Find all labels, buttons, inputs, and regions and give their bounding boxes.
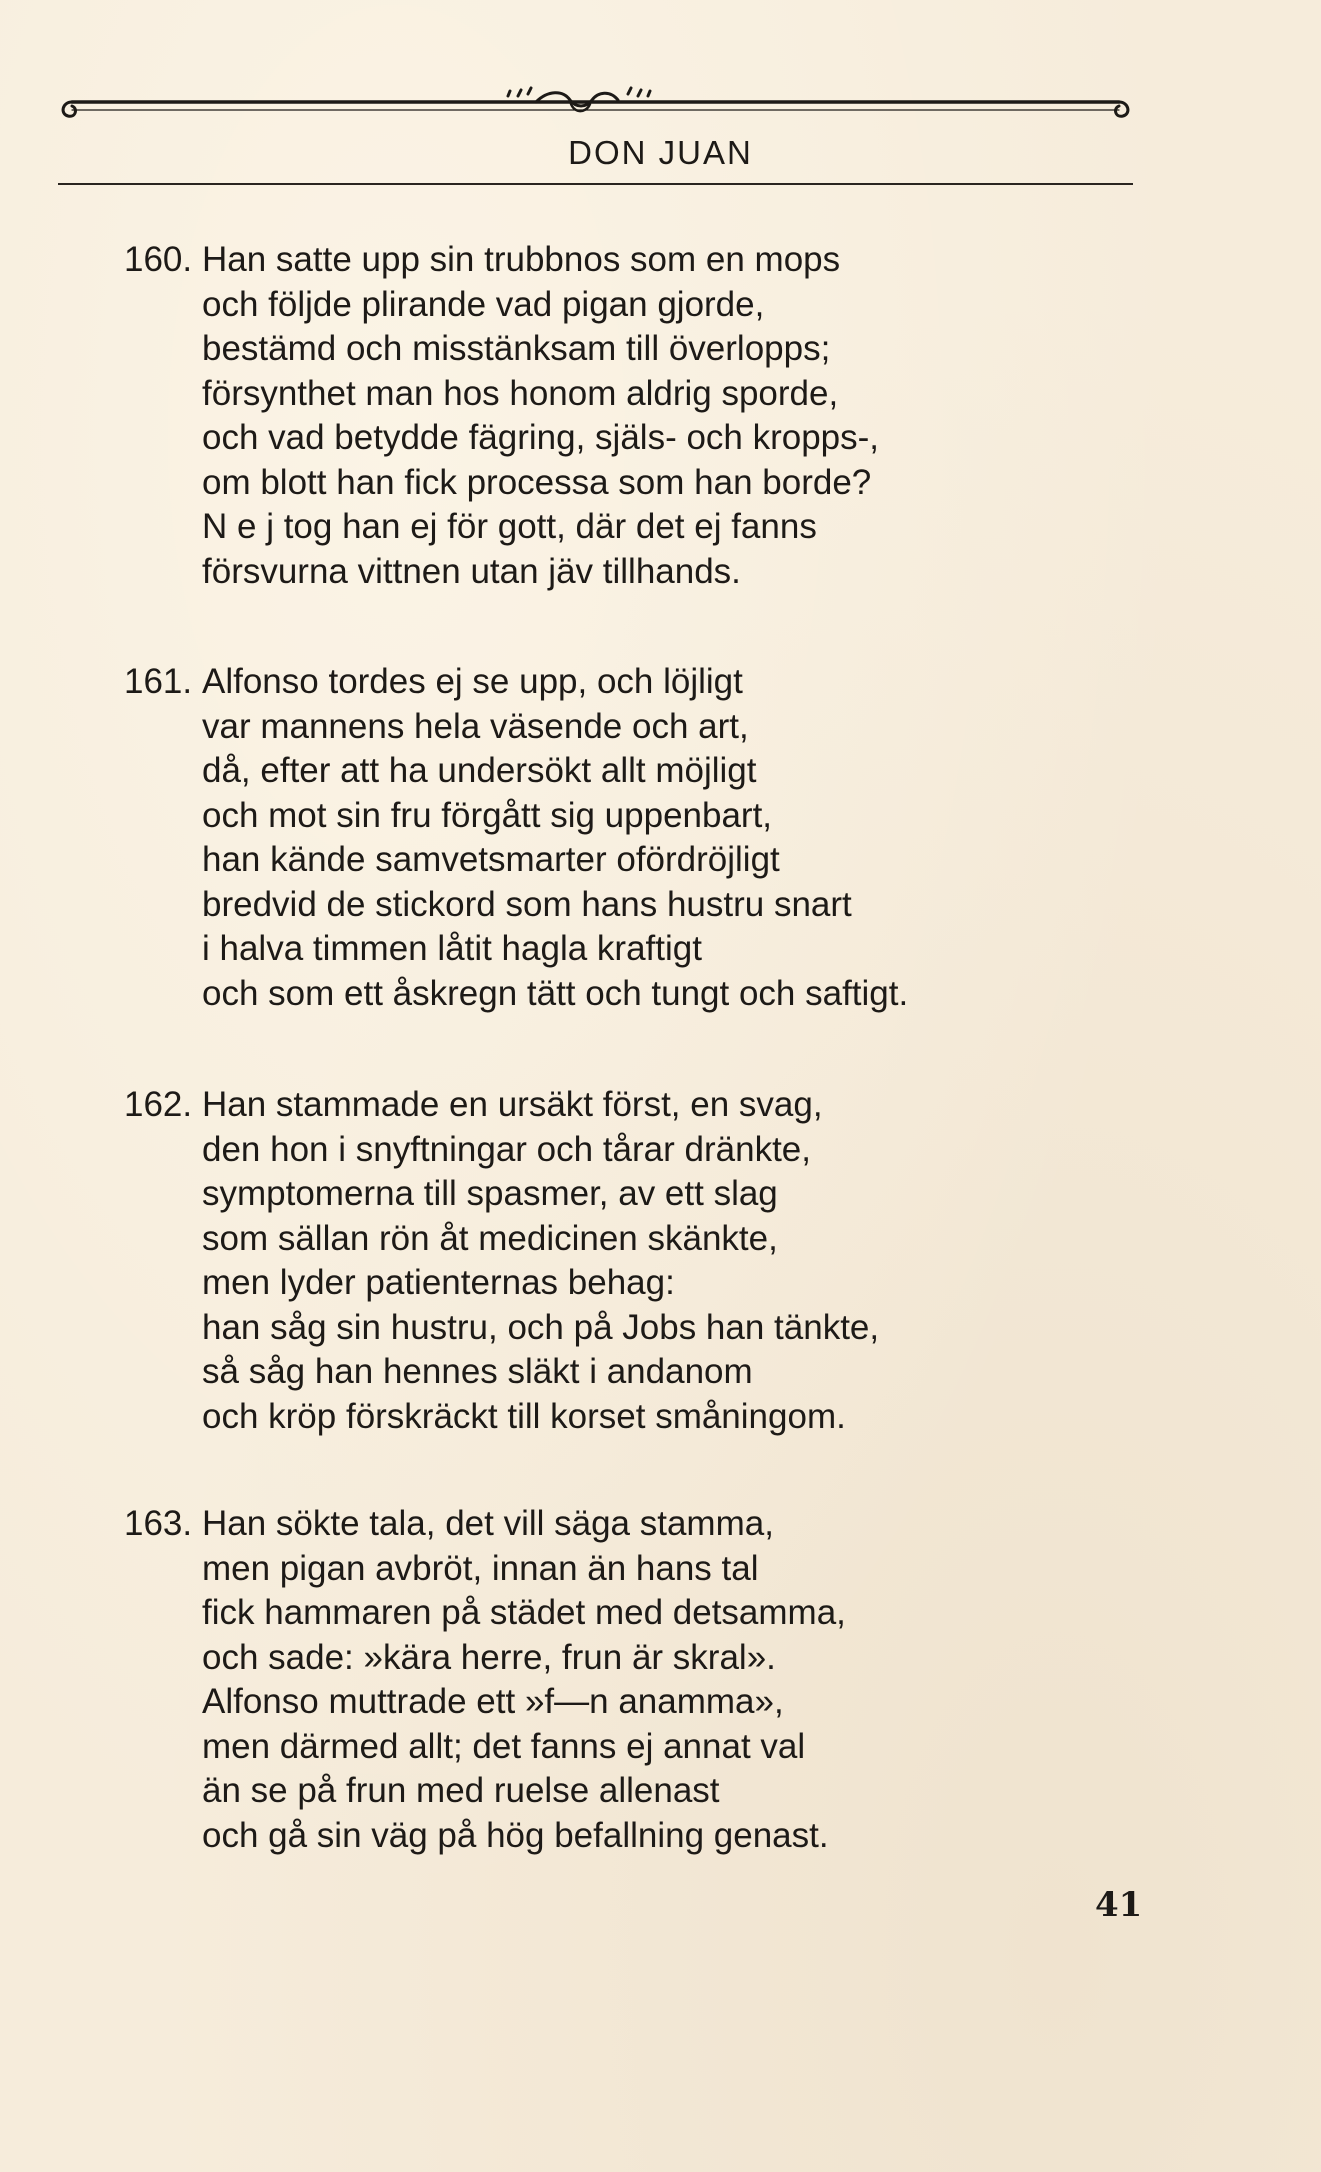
verse-line: Alfonso muttrade ett »f—n anamma», [202,1682,784,1721]
stanza-number: 162. [124,1085,193,1124]
stanza-number: 161. [124,662,193,701]
verse-line: bestämd och misstänksam till överlopps; [202,329,831,368]
verse-line: men lyder patienternas behag: [202,1263,675,1302]
verse-line: så såg han hennes släkt i andanom [202,1352,753,1391]
verse-line: och mot sin fru förgått sig uppenbart, [202,795,773,835]
verse-line: och gå sin väg på hög befallning genast. [202,1815,829,1855]
verse-line: Han satte upp sin trubbnos som en mops [202,240,841,279]
verse-line: och sade: »kära herre, frun är skral». [202,1637,776,1677]
stanza-number: 163. [124,1504,193,1543]
verse-line: försvurna vittnen utan jäv tillhands. [202,551,741,591]
verse-line: i halva timmen låtit hagla kraftigt [202,929,702,968]
verse-line: och som ett åskregn tätt och tungt och saftigt. [202,973,909,1013]
verse-line: symptomerna till spasmer, av ett slag [202,1174,778,1213]
verse-line: och följde plirande vad pigan gjorde, [202,284,765,324]
header-divider [58,183,1133,185]
verse-line: än se på frun med ruelse allenast [202,1771,720,1810]
verse-line: försynthet man hos honom aldrig sporde, [202,373,839,413]
verse-line: Alfonso tordes ej se upp, och löjligt [202,662,743,701]
verse-line: bredvid de stickord som hans hustru snart [202,884,852,924]
stanza-number: 160. [124,240,193,279]
verse-line: han såg sin hustru, och på Jobs han tänkte, [202,1307,880,1347]
verse-line: fick hammaren på städet med detsamma, [202,1593,846,1632]
verse-line: var mannens hela väsende och art, [202,706,749,746]
verse-line: men pigan avbröt, innan än hans tal [202,1548,759,1588]
verse-line: som sällan rön åt medicinen skänkte, [202,1218,778,1258]
verse-line: Han sökte tala, det vill säga stamma, [202,1504,774,1543]
verse-line: Han stammade en ursäkt först, en svag, [202,1085,823,1124]
verse-line: om blott han fick processa som han borde? [202,462,872,502]
verse-line: och vad betydde fägring, själs- och kropps-, [202,418,880,457]
verse-line: N e j tog han ej för gott, där det ej fanns [202,507,817,546]
running-head-title: DON JUAN [568,134,753,171]
verse-line: den hon i snyftningar och tårar dränkte, [202,1129,811,1169]
verse-line: då, efter att ha undersökt allt möjligt [202,751,757,790]
verse-line: och kröp förskräckt till korset småningom. [202,1396,846,1436]
decorative-header-ornament-icon [58,80,1133,132]
verse-line: han kände samvetsmarter ofördröjligt [202,840,780,879]
page-number: 41 [1095,1885,1143,1925]
verse-line: men därmed allt; det fanns ej annat val [202,1726,806,1766]
